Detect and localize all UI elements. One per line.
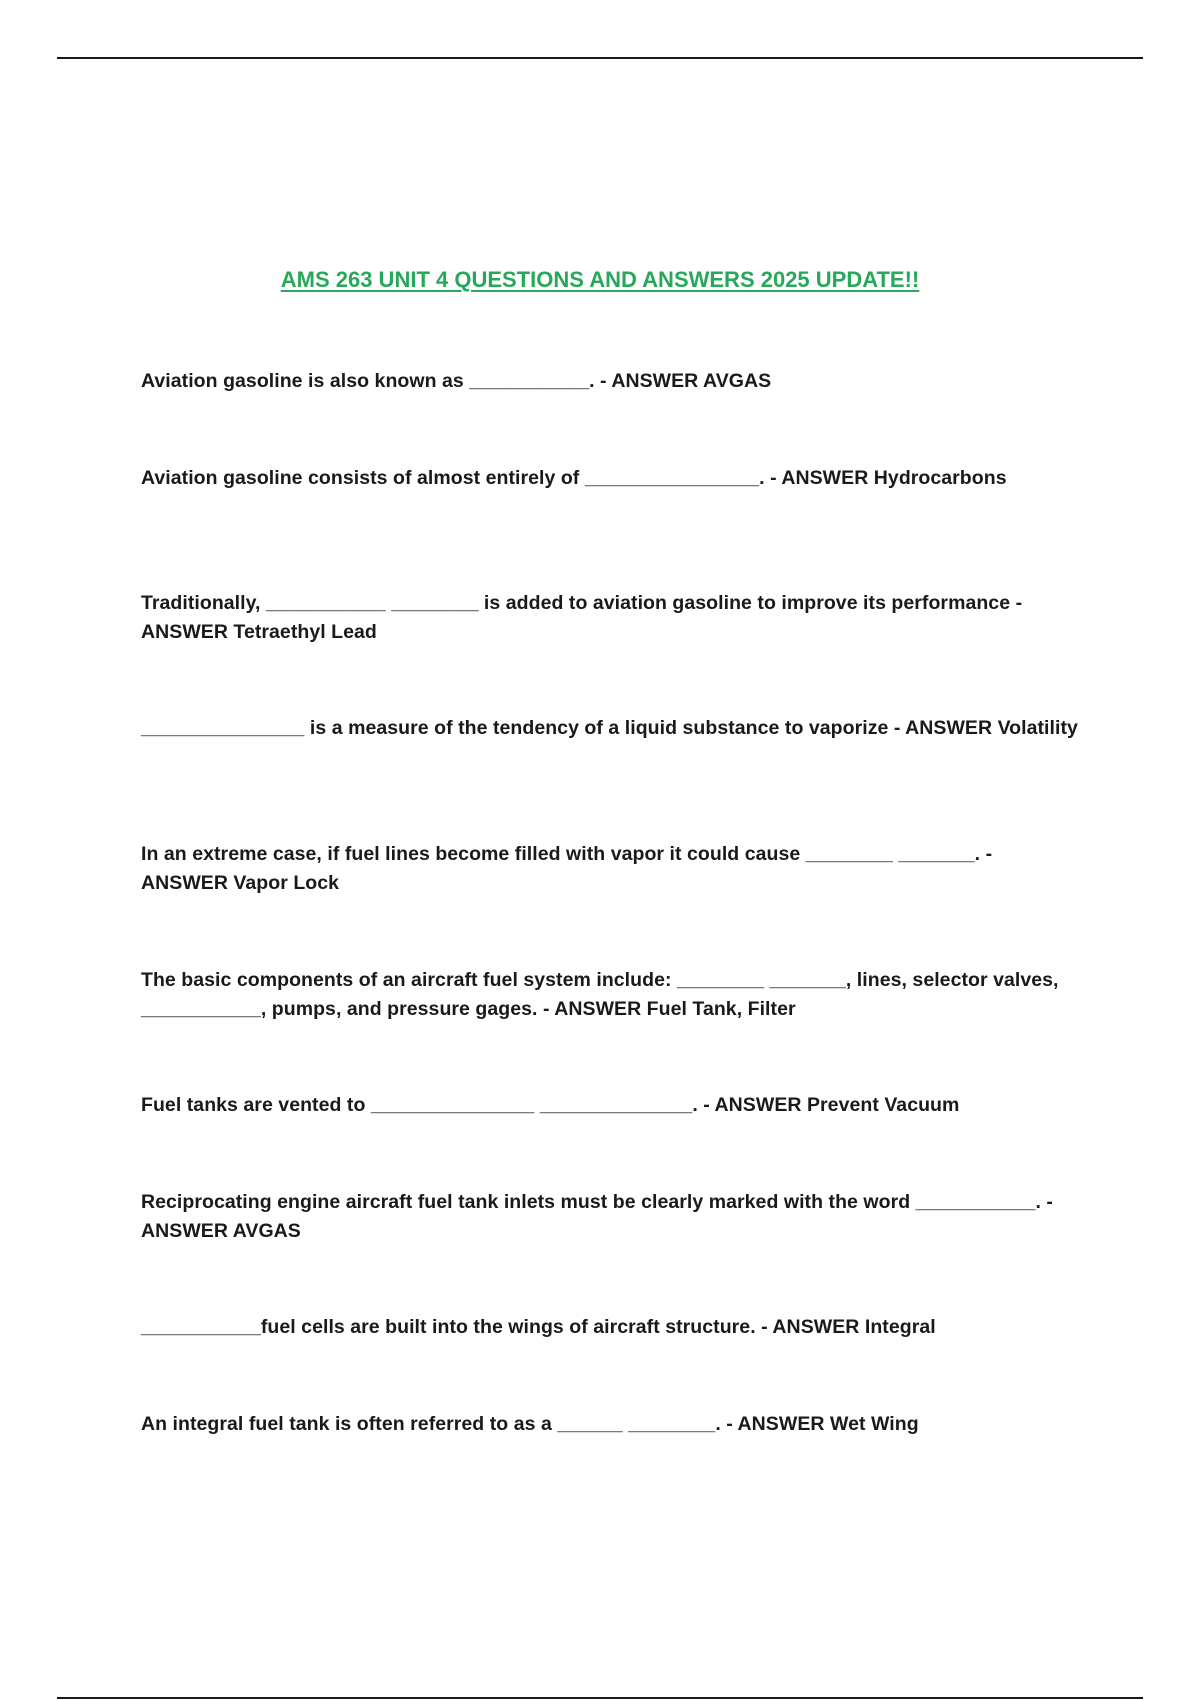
qa-item-1: Aviation gasoline is also known as ___________. - ANSWER AVGAS <box>141 370 772 392</box>
document-title <box>0 266 1200 294</box>
top-divider <box>57 57 1143 59</box>
qa-item-10: An integral fuel tank is often referred to as a ______ ________. - ANSWER Wet Wing <box>141 1413 919 1435</box>
bottom-divider <box>57 1697 1143 1699</box>
qa-item-8: Reciprocating engine aircraft fuel tank inlets must be clearly marked with the word ___________. - ANSWER AVGAS <box>141 1191 1053 1242</box>
qa-item-2: Aviation gasoline consists of almost entirely of ________________. - ANSWER Hydrocarbons <box>141 467 1007 489</box>
qa-item-5: In an extreme case, if fuel lines become filled with vapor it could cause ________ _______. - ANSWER Vapor Lock <box>141 843 993 894</box>
document-title-text: AMS 263 UNIT 4 QUESTIONS AND ANSWERS 2025 UPDATE!! <box>280 267 920 292</box>
qa-item-6: The basic components of an aircraft fuel system include: ________ _______, lines, selector valves, ___________, pumps, and pressure gages. - ANSWER Fuel Tank, Filter <box>141 969 1059 1020</box>
qa-item-3: Traditionally, ___________ ________ is added to aviation gasoline to improve its performance - ANSWER Tetraethyl Lead <box>141 592 1023 643</box>
qa-item-7: Fuel tanks are vented to _______________ ______________. - ANSWER Prevent Vacuum <box>141 1094 960 1116</box>
qa-item-4: _______________ is a measure of the tendency of a liquid substance to vaporize - ANSWER Volatility <box>141 717 1078 739</box>
qa-item-9: ___________fuel cells are built into the wings of aircraft structure. - ANSWER Integral <box>141 1316 936 1338</box>
